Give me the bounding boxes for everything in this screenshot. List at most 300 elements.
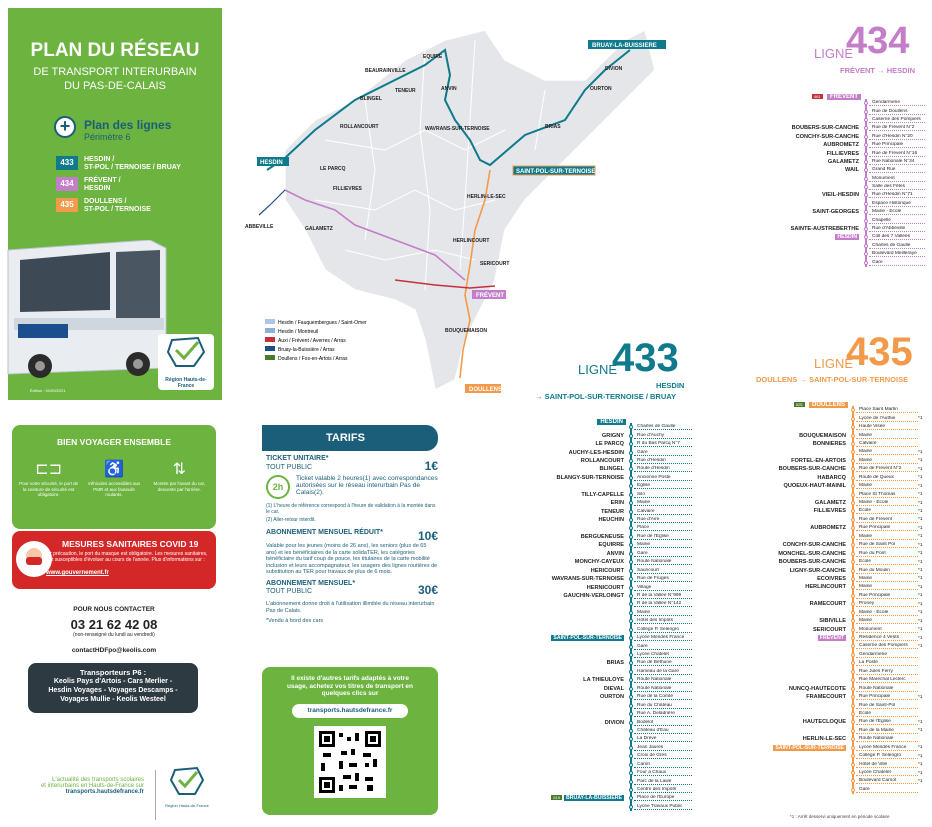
stop-marker: [629, 434, 633, 438]
stop-name: Boulevard Carnot: [856, 778, 918, 784]
stop-dot: [850, 651, 856, 659]
stop-dot: [863, 124, 869, 132]
stop-dot: [863, 149, 869, 157]
stop-note: *1: [918, 728, 923, 734]
stop-row: [740, 448, 932, 456]
stop-row: [740, 499, 932, 507]
stop-name: La Drève: [634, 736, 692, 742]
terminus-label: HESDIN: [597, 419, 626, 425]
stop-dot: [850, 701, 856, 709]
stop-name: Rue de Frévent: [856, 517, 918, 523]
town-name: [740, 745, 850, 751]
line-number: 433: [612, 336, 679, 380]
town-name: DIVION: [604, 719, 624, 726]
stop-row: [548, 710, 698, 718]
stop-marker: [864, 235, 868, 239]
town-name: [735, 234, 863, 240]
stop-row: [548, 566, 698, 574]
stop-dot: [850, 710, 856, 718]
stop-dot: [863, 166, 869, 174]
stop-row: [548, 794, 698, 802]
town-name: SAINTE-AUSTREBERTHE: [790, 226, 859, 233]
arrow-right-icon: →: [799, 375, 807, 384]
stop-dot: [850, 744, 856, 752]
stop-dot: [850, 735, 856, 743]
stop-dot: [628, 777, 634, 785]
stop-marker: [629, 510, 633, 514]
stop-row: [548, 491, 698, 499]
cover-panel: [8, 8, 222, 400]
stop-name: Rue Jules Ferry: [856, 669, 918, 675]
stop-name: Route de Queux: [856, 475, 918, 481]
footer-divider: [155, 770, 156, 820]
stop-dot: [863, 175, 869, 183]
stop-dot: [628, 499, 634, 507]
stop-marker: [629, 493, 633, 497]
tarifs-header: [262, 425, 438, 451]
line-number: 435: [846, 330, 913, 374]
town-name: AUCHY-LES-HESDIN: [568, 449, 624, 456]
tarif-sub: TOUT PUBLIC: [266, 588, 313, 596]
contact-hours: (non-renseigné du lundi au vendredi): [73, 632, 155, 638]
contact-title: POUR NOUS CONTACTER: [73, 606, 155, 613]
stop-name: Rue de Saint-Pol: [856, 703, 918, 709]
town-name: MONCHY-CAYEUX: [574, 559, 624, 566]
stop-marker: [629, 442, 633, 446]
terminus-label: DOULLENS: [809, 402, 848, 408]
town-name: RAMECOURT: [809, 601, 846, 608]
stop-name: Centre des Impôts: [634, 787, 692, 793]
info-url-button[interactable]: transports.hautsdefrance.fr: [292, 704, 408, 718]
stop-row: [548, 617, 698, 625]
stop-marker: [629, 653, 633, 657]
stop-note: *1: [918, 534, 923, 540]
wheelchair-icon: ♿: [104, 461, 124, 478]
dir-from: DOULLENS: [756, 375, 798, 384]
stop-marker: [851, 754, 855, 758]
legend-text: Hesdin / Fauquembergues / Saint-Omer: [278, 320, 367, 326]
town-label: SERICOURT: [480, 261, 510, 267]
stop-name: Salle des Fêtes: [869, 184, 925, 190]
stop-row: [735, 216, 930, 224]
stop-dot: [863, 107, 869, 115]
voyager-title: BIEN VOYAGER ENSEMBLE: [57, 437, 171, 447]
town-label: ABBEVILLE: [245, 224, 274, 230]
stop-dot: [850, 625, 856, 633]
stop-name: Parc de la Lawe: [634, 779, 692, 785]
cover-line-434[interactable]: [56, 177, 216, 193]
stop-name: Monument: [856, 627, 918, 633]
stop-note: *1: [918, 483, 923, 489]
dir-from: FRÉVENT: [840, 66, 876, 75]
stop-dot: [863, 250, 869, 258]
stop-marker: [864, 193, 868, 197]
stop-marker: [864, 110, 868, 114]
stop-note: *1: [918, 593, 923, 599]
stop-row: [548, 609, 698, 617]
stop-marker: [851, 509, 855, 513]
town-name: CONCHY-SUR-CANCHE: [795, 133, 859, 140]
stop-row: [740, 769, 932, 777]
stop-marker: [629, 484, 633, 488]
department-shape: [285, 30, 655, 390]
stop-row: [740, 423, 932, 431]
stop-dot: [850, 676, 856, 684]
stop-dot: [628, 600, 634, 608]
stop-name: Sauricourt: [634, 568, 692, 574]
stop-note: *1: [918, 610, 923, 616]
stop-dot: [863, 258, 869, 266]
stop-name: Rue du Moulin: [856, 568, 918, 574]
stop-dot: [628, 727, 634, 735]
stop-marker: [629, 670, 633, 674]
stop-row: [735, 208, 930, 216]
stop-dot: [628, 786, 634, 794]
stop-marker: [851, 493, 855, 497]
stop-marker: [851, 476, 855, 480]
clock-2h-icon: 2h: [266, 475, 290, 499]
stop-row: [740, 617, 932, 625]
tarif-1-detail: [266, 475, 438, 499]
stop-dot: [628, 575, 634, 583]
stop-name: Rue Principale: [869, 142, 925, 148]
stop-row: [548, 516, 698, 524]
stop-name: Gare: [634, 450, 692, 456]
stop-row: [740, 440, 932, 448]
stop-name: La Poste: [856, 660, 918, 666]
stop-marker: [851, 653, 855, 657]
stop-dot: [850, 777, 856, 785]
stop-row: [740, 507, 932, 515]
stop-name: Rue A. Deladrière: [634, 711, 692, 717]
line-label: LIGNE: [814, 46, 854, 61]
stop-marker: [629, 729, 633, 733]
town-name: BOUBERS-SUR-CANCHE: [778, 466, 846, 473]
stop-dot: [628, 659, 634, 667]
stop-note: *1: [918, 753, 923, 759]
line-434-stops: [735, 89, 930, 267]
plus-icon[interactable]: +: [54, 116, 76, 138]
stop-dot: [628, 583, 634, 591]
line-badge: 525: [795, 401, 803, 407]
covid-card: [12, 531, 216, 589]
stop-name: Rue Principale: [856, 593, 918, 599]
stop-row: [735, 166, 930, 174]
stop-dot: [628, 668, 634, 676]
stop-row: [548, 744, 698, 752]
stop-dot: [628, 718, 634, 726]
town-label: DIVION: [605, 66, 623, 72]
stop-marker: [864, 227, 868, 231]
stop-name: Rue Maréchal Leclerc: [856, 677, 918, 683]
stop-marker: [629, 636, 633, 640]
town-name: DIEVAL: [603, 685, 624, 692]
stop-row: [548, 465, 698, 473]
stop-row: [740, 490, 932, 498]
stop-marker: [851, 763, 855, 767]
stop-dot: [850, 760, 856, 768]
town-name: HERLINCOURT: [805, 584, 846, 591]
stop-marker: [629, 721, 633, 725]
town-name: [740, 635, 850, 641]
town-name: [548, 795, 628, 801]
stop-row: [740, 465, 932, 473]
stop-marker: [864, 261, 868, 265]
stop-row: [735, 191, 930, 199]
town-label: LE PARCQ: [320, 166, 346, 172]
stop-marker: [851, 526, 855, 530]
stop-dot: [850, 634, 856, 642]
stop-dot: [628, 423, 634, 431]
stop-row: [735, 233, 930, 241]
stop-row: [548, 575, 698, 583]
stop-row: [740, 710, 932, 718]
stop-marker: [864, 168, 868, 172]
stop-name: Gare: [856, 787, 918, 793]
stop-row: [740, 541, 932, 549]
stop-row: [548, 701, 698, 709]
stop-row: [548, 482, 698, 490]
stop-row: [740, 676, 932, 684]
stop-name: Résidence 4 Vents: [856, 635, 918, 641]
stop-name: Chapelle: [869, 218, 925, 224]
stop-dot: [628, 524, 634, 532]
stop-row: [740, 625, 932, 633]
stop-note: *1: [918, 643, 923, 649]
stop-name: Rue de Frévent N°16: [869, 151, 925, 157]
stop-dot: [628, 693, 634, 701]
stop-name: Mairie: [856, 584, 918, 590]
stop-name: Bodelot: [634, 720, 692, 726]
tarif-title: ABONNEMENT MENSUEL RÉDUIT*: [266, 529, 383, 536]
stop-row: [740, 592, 932, 600]
stop-row: [548, 448, 698, 456]
stop-marker: [851, 434, 855, 438]
voyager-item: [149, 459, 209, 498]
town-label: GALAMETZ: [305, 226, 333, 232]
arrow-right-icon: →: [535, 392, 543, 401]
town-name: BOUBERS-SUR-CANCHE: [791, 125, 859, 132]
stop-dot: [863, 216, 869, 224]
stop-row: [735, 158, 930, 166]
stop-name: Lycée de l'Authie: [856, 416, 918, 422]
legend-swatch: [265, 337, 275, 342]
stop-marker: [629, 459, 633, 463]
tarif-text: L'abonnement donne droit à l'utilisation illimitée du réseau interurbain Pas de Calais.: [266, 600, 435, 614]
line-direction: [840, 66, 915, 75]
stop-row: [740, 406, 932, 414]
town-name: HERICOURT: [590, 567, 624, 574]
town-name: BERGUENEUSE: [580, 533, 624, 540]
tarifs-title: TARIFS: [326, 432, 365, 444]
cover-lines: [56, 156, 216, 214]
stop-marker: [851, 577, 855, 581]
stop-row: [548, 769, 698, 777]
stop-marker: [629, 746, 633, 750]
stop-marker: [851, 459, 855, 463]
stop-row: [740, 600, 932, 608]
terminus-label: HESDIN: [837, 234, 857, 241]
stop-row: [740, 575, 932, 583]
stop-name: Gare: [869, 260, 925, 266]
town-name: CONCHY-SUR-CANCHE: [782, 542, 846, 549]
stop-row: [548, 533, 698, 541]
town-label: BLINGEL: [360, 96, 382, 102]
stop-row: [740, 482, 932, 490]
stop-marker: [851, 442, 855, 446]
town-name: FRAMECOURT: [806, 694, 846, 701]
label-stpol-text: SAINT-POL-SUR-TERNOISE: [516, 169, 596, 175]
stop-marker: [629, 569, 633, 573]
stop-name: Rue d'Aire: [634, 517, 692, 523]
stop-dot: [628, 491, 634, 499]
stop-note: *1: [918, 458, 923, 464]
stop-name: Route Nationale: [634, 559, 692, 565]
line-dest: HESDIN /: [84, 156, 115, 163]
stop-dot: [850, 718, 856, 726]
stop-note: *1: [918, 517, 923, 523]
footer-text: et interurbains en Hauts-de-France sur: [40, 783, 144, 789]
stop-dot: [863, 191, 869, 199]
stop-row: [548, 642, 698, 650]
stop-row: [548, 651, 698, 659]
stop-marker: [629, 594, 633, 598]
stop-dot: [628, 685, 634, 693]
stop-marker: [864, 185, 868, 189]
terminus-label: BRUAY-LA-BUISSIERE: [565, 795, 622, 802]
contact-email[interactable]: contactHDFpo@keolis.com: [71, 647, 157, 654]
line-badge: 434: [56, 177, 78, 191]
legend-text: Hesdin / Montreuil: [278, 329, 319, 335]
stop-marker: [629, 712, 633, 716]
qr-code[interactable]: [314, 726, 386, 798]
stop-marker: [851, 425, 855, 429]
stop-marker: [629, 628, 633, 632]
stop-dot: [628, 533, 634, 541]
town-name: EQUIRRE: [598, 542, 624, 549]
stop-marker: [851, 408, 855, 412]
stop-row: [740, 786, 932, 794]
stop-name: Hôtel des Impôts: [634, 618, 692, 624]
town-name: FILLIEVRES: [826, 150, 859, 157]
stop-name: Grand Rue: [869, 167, 925, 173]
stop-dot: [850, 549, 856, 557]
map-legend: [265, 319, 367, 362]
stop-row: [740, 693, 932, 701]
stop-row: [735, 149, 930, 157]
line-435-header: [756, 330, 930, 390]
stop-row: [740, 659, 932, 667]
stop-marker: [629, 645, 633, 649]
stop-row: [735, 141, 930, 149]
cover-line-435[interactable]: [56, 198, 216, 214]
transporteur-line: Keolis Pays d'Artois - Cars Merlier -: [53, 678, 173, 685]
town-name: ANVIN: [606, 550, 624, 557]
stop-note: *1: [918, 778, 923, 784]
tarif-title: ABONNEMENT MENSUEL*: [266, 579, 356, 587]
stop-name: Lycée Chatelet: [634, 652, 692, 658]
stop-note: *1: [918, 627, 923, 633]
town-name: QUOEUX-HAUT-MAINIL: [783, 483, 846, 490]
stop-row: [740, 558, 932, 566]
stop-row: [548, 735, 698, 743]
stop-name: Mairie: [634, 610, 692, 616]
transporteurs-title: Transporteurs P6 :: [79, 668, 147, 677]
stop-marker: [851, 560, 855, 564]
tarif-text: Valable pour les jeunes (moins de 26 ans), les seniors (plus de 65 ans) et les bénéficiaires de la carte solidaTER, les catégories bénéficiaire du tarif coup de pouce, les titulaires de la carte mobilité inclusion et leurs accompagnateur, les usagers des lignes routières de substitution au TER pour travaux de plus de 6 mois.: [266, 543, 438, 576]
stop-name: Place St Thomas: [856, 492, 918, 498]
stop-row: [740, 752, 932, 760]
stop-row: [548, 457, 698, 465]
line-dest: ST-POL: [84, 206, 110, 213]
stop-marker: [851, 628, 855, 632]
cover-line-433[interactable]: [56, 156, 216, 172]
footer-url[interactable]: transports.hautsdefrance.fr: [65, 789, 144, 795]
stop-row: [740, 701, 932, 709]
stop-name: Rue de Frévent N°2: [856, 466, 918, 472]
stop-name: Place Saint Martin: [856, 407, 918, 413]
line-dest: / TERNOISE / BRUAY: [111, 164, 181, 171]
stop-dot: [863, 183, 869, 191]
stop-row: [548, 499, 698, 507]
stop-row: [740, 516, 932, 524]
line-badge: 435: [56, 198, 78, 212]
stop-name: Rue Principale: [856, 694, 918, 700]
stop-dot: [863, 133, 869, 141]
stop-dot: [850, 507, 856, 515]
stop-row: [735, 133, 930, 141]
stop-marker: [629, 543, 633, 547]
town-label: FILLIEVRES: [333, 186, 362, 192]
stop-marker: [864, 101, 868, 105]
terminus-label: FRÉVENT: [827, 94, 861, 100]
stop-row: [548, 507, 698, 515]
stop-dot: [628, 431, 634, 439]
stop-row: [548, 423, 698, 431]
stop-note: *1: [918, 770, 923, 776]
stop-note: *1: [918, 601, 923, 607]
stop-dot: [850, 668, 856, 676]
contact-phone[interactable]: 03 21 62 42 08: [70, 617, 158, 632]
transporteur-line: Voyages Mullie - Keolis Westeel: [60, 696, 166, 703]
stop-dot: [850, 642, 856, 650]
covid-link[interactable]: www.gouvernement.fr: [46, 570, 109, 576]
stop-dot: [863, 242, 869, 250]
stop-row: [740, 533, 932, 541]
stop-dot: [850, 583, 856, 591]
stop-name: Gendarmerie: [869, 100, 925, 106]
stop-marker: [851, 450, 855, 454]
stop-marker: [864, 135, 868, 139]
stop-note: *1: [918, 568, 923, 574]
town-name: ECOIVRES: [817, 575, 846, 582]
stop-name: Hôtel de Ville: [856, 762, 918, 768]
info-text: Il existe d'autres tarifs adaptés à votre usage, achetez vos titres de transport en quelques clics sur: [286, 675, 414, 697]
stop-marker: [864, 210, 868, 214]
stop-name: Eglise: [634, 483, 692, 489]
stop-name: Rue d'Hesdin N°20: [869, 134, 925, 140]
stop-marker: [851, 746, 855, 750]
stop-row: [548, 752, 698, 760]
stop-marker: [629, 661, 633, 665]
stop-dot: [628, 634, 634, 642]
stop-name: R de la Vallée N°142: [634, 601, 692, 607]
stop-row: [548, 600, 698, 608]
stop-name: Rue de Saint Pol: [856, 542, 918, 548]
town-name: TENEUR: [601, 508, 624, 515]
tarif-price: 1€: [424, 459, 438, 473]
stop-dot: [628, 744, 634, 752]
